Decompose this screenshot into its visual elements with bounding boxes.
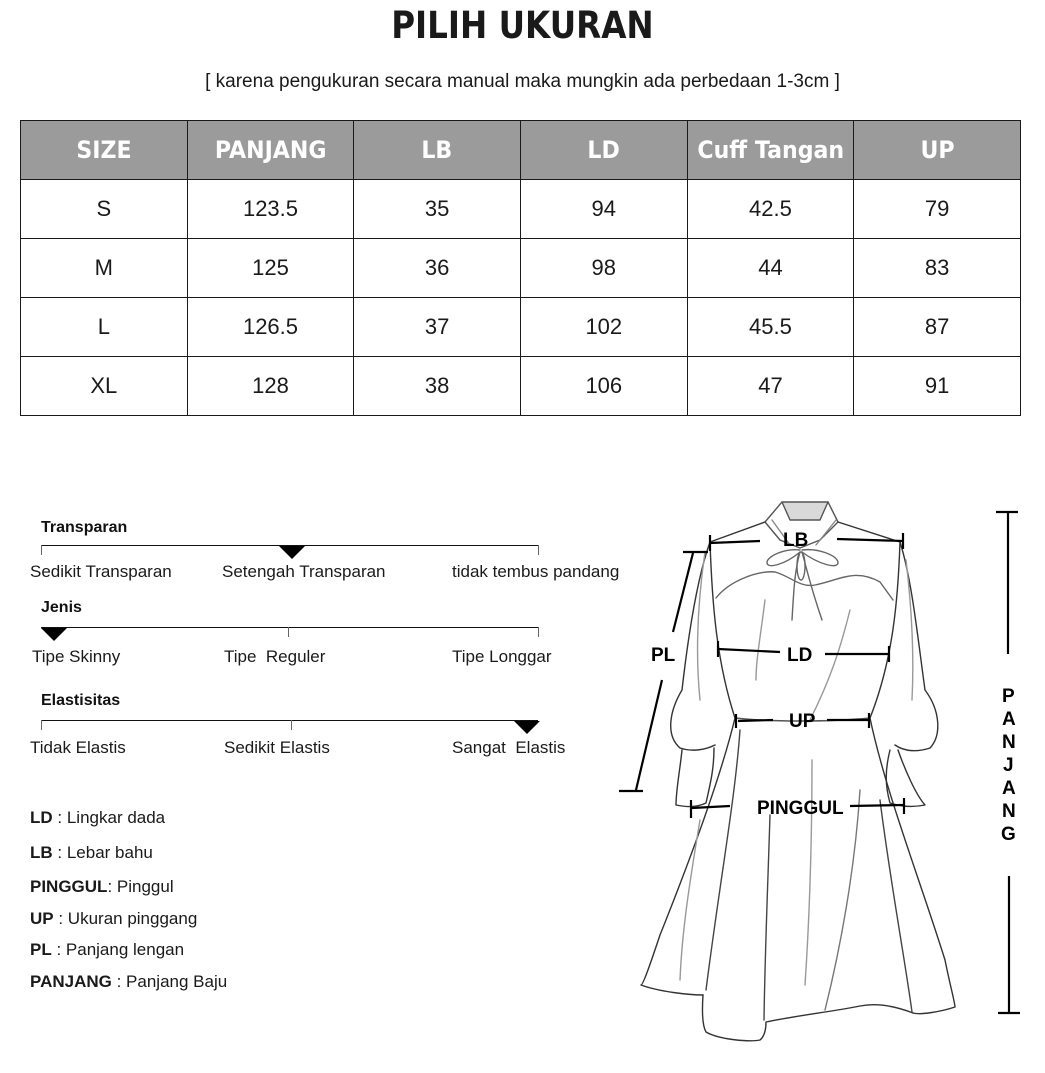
column-header-label: Cuff Tangan: [697, 136, 844, 164]
cell-panjang: 126.5: [187, 298, 354, 357]
legend-abbr: PINGGUL: [30, 877, 108, 896]
cell-up: 87: [854, 298, 1021, 357]
cell-lb: 36: [354, 239, 521, 298]
cell-up: 91: [854, 357, 1021, 416]
scale-option-selected: Sangat Elastis: [452, 738, 566, 757]
dress-illustration-icon: [641, 502, 955, 1041]
cell-size: M: [21, 239, 188, 298]
cell-lb: 38: [354, 357, 521, 416]
scale-option: Tidak Elastis: [30, 738, 126, 757]
column-header-label: SIZE: [76, 136, 132, 164]
cell-ld: 102: [520, 298, 687, 357]
cell-lb: 37: [354, 298, 521, 357]
cell-size: L: [21, 298, 188, 357]
label-lb: LB: [783, 530, 809, 551]
legend-abbr: PANJANG: [30, 972, 112, 991]
cell-ld: 94: [520, 180, 687, 239]
legend-sep: :: [53, 909, 68, 928]
label-panjang-letter: A: [1002, 778, 1016, 799]
cell-up: 83: [854, 239, 1021, 298]
label-panjang-letter: N: [1002, 732, 1016, 753]
label-pl: PL: [651, 645, 676, 666]
legend-desc: Lingkar dada: [66, 808, 166, 827]
cell-lb: 35: [354, 180, 521, 239]
column-header-label: UP: [920, 136, 955, 164]
cell-up: 79: [854, 180, 1021, 239]
scale-title: Elastisitas: [41, 692, 121, 709]
legend-desc: Panjang Baju: [126, 972, 228, 991]
legend-sep: :: [52, 843, 67, 862]
measurement-note: [ karena pengukuran secara manual maka mungkin ada perbedaan 1-3cm ]: [205, 71, 840, 92]
cell-ld: 106: [520, 357, 687, 416]
cell-cuff-tangan: 44: [687, 239, 854, 298]
label-up: UP: [789, 711, 816, 732]
scale-option: tidak tembus pandang: [452, 562, 620, 581]
scale-option-selected: Tipe Skinny: [32, 647, 121, 666]
measurement-lines: [619, 512, 1020, 1013]
legend-sep: :: [111, 972, 127, 991]
legend-abbr: LD: [30, 808, 53, 827]
cell-cuff-tangan: 45.5: [687, 298, 854, 357]
scale-title: Jenis: [41, 599, 82, 616]
label-panjang-letter: G: [1001, 824, 1016, 845]
page-title: PILIH UKURAN: [391, 4, 654, 47]
scale-option-selected: Setengah Transparan: [222, 562, 386, 581]
legend-abbr: UP: [30, 909, 54, 928]
legend-sep: :: [51, 940, 66, 959]
label-panjang-letter: A: [1002, 709, 1016, 730]
scale-title: Transparan: [41, 519, 128, 536]
legend-desc: Ukuran pinggang: [67, 909, 198, 928]
column-header-label: LB: [421, 136, 453, 164]
column-header-label: PANJANG: [214, 136, 327, 164]
scale-option: Tipe Reguler: [224, 647, 326, 666]
legend-desc: Pinggul: [116, 877, 174, 896]
cell-ld: 98: [520, 239, 687, 298]
cell-panjang: 128: [187, 357, 354, 416]
legend-abbr: PL: [30, 940, 52, 959]
legend-desc: Panjang lengan: [65, 940, 185, 959]
cell-size: S: [21, 180, 188, 239]
label-ld: LD: [787, 645, 813, 666]
legend-sep: :: [107, 877, 117, 896]
legend-sep: :: [52, 808, 67, 827]
label-panjang-letter: J: [1003, 755, 1014, 776]
cell-cuff-tangan: 42.5: [687, 180, 854, 239]
label-panjang-letter: N: [1002, 801, 1016, 822]
cell-panjang: 125: [187, 239, 354, 298]
cell-panjang: 123.5: [187, 180, 354, 239]
column-header-label: LD: [587, 136, 620, 164]
label-pinggul: PINGGUL: [757, 798, 844, 819]
scale-option: Sedikit Transparan: [30, 562, 172, 581]
scale-option: Sedikit Elastis: [224, 738, 330, 757]
scale-option: Tipe Longgar: [452, 647, 552, 666]
label-panjang-vertical: [1001, 686, 1016, 845]
legend-abbr: LB: [30, 843, 53, 862]
label-panjang-letter: P: [1002, 686, 1015, 707]
legend-desc: Lebar bahu: [66, 843, 153, 862]
cell-cuff-tangan: 47: [687, 357, 854, 416]
cell-size: XL: [21, 357, 188, 416]
